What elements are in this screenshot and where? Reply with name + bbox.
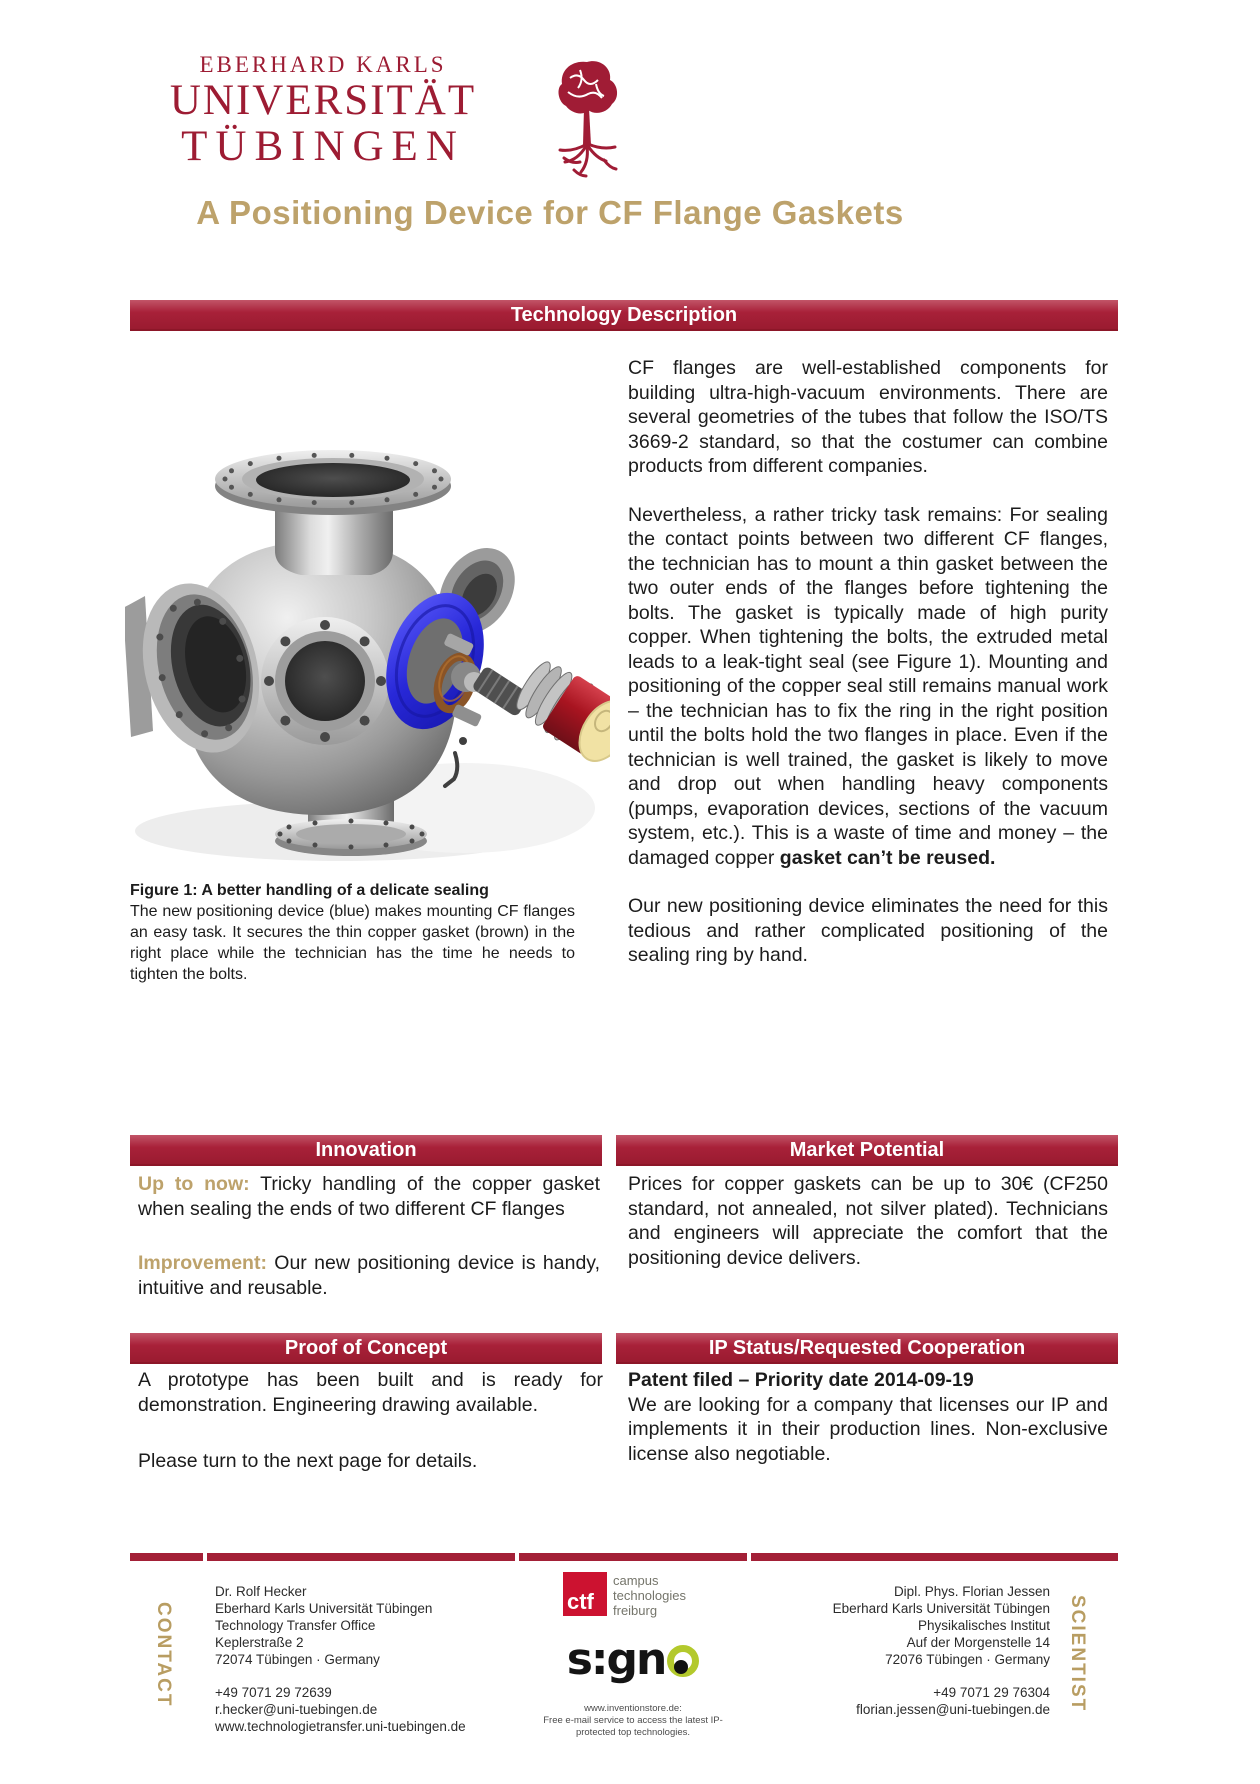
ctf-logo-text: campus technologies freiburg [613,1573,686,1618]
innovation-improvement: Improvement: Our new positioning device is handy, intuitive and reusable. [138,1252,601,1299]
footer-divider-segment [130,1553,203,1561]
figure-caption-title: Figure 1: A better handling of a delicate sealing [130,882,489,899]
section-heading-ip-status: IP Status/Requested Cooperation [616,1333,1118,1364]
contact-institution: Eberhard Karls Universität Tübingen [215,1601,433,1616]
signo-o-icon [667,1645,699,1677]
section-heading-innovation: Innovation [130,1135,602,1166]
signo-wordmark: s:gn [566,1634,666,1685]
ctf-logo-icon: ctf [563,1572,607,1616]
tech-paragraph-1: CF flanges are well-established components for building ultra-high-vacuum environments. There are several geometries of the tubes that follow the ISO/TS 3669-2 standard, so that the costumer can combine products from different companies. [628,357,1108,477]
tree-logo-icon [549,58,625,188]
up-to-now-label: Up to now: [138,1173,250,1195]
invention-store-note: www.inventionstore.de: Free e-mail service to access the latest IP- protected top technologies. [508,1703,758,1739]
scientist-phone: +49 7071 29 76304 [933,1685,1050,1700]
proof-of-concept-text [138,1368,603,1506]
logo-line-eberhard-karls: EBERHARD KARLS [199,52,447,77]
scientist-institute: Physikalisches Institut [917,1618,1050,1633]
university-logo [127,52,519,170]
signo-logo [558,1634,708,1685]
tech-paragraph-2: Nevertheless, a rather tricky task remains: For sealing the contact points between two different CF flanges, the technician has to mount a thin gasket between the two outer ends of the flanges before tightening the bolts. The gasket is typically made of high purity copper. When tightening the bolts, the extruded metal leads to a leak-tight seal (see Figure 1). Mounting and positioning of the copper seal still remains manual work – the technician has to fix the ring in the right position until the bolts hold the two flanges in place. Even if the technician is well trained, the gasket is likely to move and drop out when handling heavy components (pumps, evaporation devices, sections of the vacuum system, etc.). This is a waste of time and money – the damaged copper gasket can’t be reused. [628,503,1108,869]
innovation-up-to-now: Up to now: Tricky handling of the copper gasket when sealing the ends of two different CF flanges [138,1173,600,1220]
contact-phone: +49 7071 29 72639 [215,1685,332,1700]
tech-paragraph-3: Our new positioning device eliminates the need for this tedious and rather complicated positioning of the sealing ring by hand. [628,895,1108,966]
contact-office: Technology Transfer Office [215,1618,376,1633]
scientist-street: Auf der Morgenstelle 14 [906,1635,1050,1650]
contact-street: Keplerstraße 2 [215,1635,304,1650]
ctf-logo [563,1572,686,1618]
contact-block [215,1583,515,1735]
logo-line-universitaet: UNIVERSITÄT [169,77,477,124]
footer-divider-segment [751,1553,1118,1561]
section-heading-technology-description: Technology Description [130,300,1118,331]
footer-divider-segment [519,1553,747,1561]
figure-vacuum-chamber [125,383,610,875]
section-heading-proof-of-concept: Proof of Concept [130,1333,602,1364]
ip-status-text [628,1368,1108,1466]
invention-store-url[interactable]: www.inventionstore.de: [584,1703,682,1714]
market-potential-text: Prices for copper gaskets can be up to 30€ (CF250 standard, not annealed, not silver plated). Technicians and engineers will appreciate the comfort that the positioning device delivers. [628,1173,1108,1269]
scientist-name: Dipl. Phys. Florian Jessen [893,1584,1050,1599]
scientist-block [750,1583,1050,1718]
tech-paragraph-2-bold: gasket can’t be reused. [779,846,996,869]
contact-vertical-label: CONTACT [153,1602,174,1708]
poc-paragraph-2: Please turn to the next page for details. [138,1450,478,1472]
footer-divider-segment [207,1553,515,1561]
contact-city: 72074 Tübingen · Germany [215,1652,380,1667]
ip-cooperation-text: We are looking for a company that licenses our IP and implements it in their production lines. Non-exclusive license also negotiable. [628,1393,1108,1465]
figure-caption [130,880,575,985]
technology-description-text [628,356,1108,992]
poc-paragraph-1: A prototype has been built and is ready for demonstration. Engineering drawing available. [138,1369,603,1416]
contact-website-link[interactable]: www.technologietransfer.uni-tuebingen.de [215,1719,466,1734]
innovation-text [138,1172,600,1330]
scientist-email-link[interactable]: florian.jessen@uni-tuebingen.de [856,1702,1050,1717]
figure-caption-text: The new positioning device (blue) makes mounting CF flanges an easy task. It secures the thin copper gasket (brown) in the right place while the technician has the time he needs to tighten the bolts. [130,903,575,983]
scientist-vertical-label: SCIENTIST [1067,1595,1088,1713]
logo-line-tuebingen: TÜBINGEN [181,123,465,170]
ip-patent-line: Patent filed – Priority date 2014-09-19 [628,1369,974,1391]
improvement-label: Improvement: [138,1252,267,1274]
contact-email-link[interactable]: r.hecker@uni-tuebingen.de [215,1702,378,1717]
contact-name: Dr. Rolf Hecker [215,1584,307,1599]
scientist-city: 72076 Tübingen · Germany [885,1652,1050,1667]
page-title: A Positioning Device for CF Flange Gaskets [196,194,904,231]
section-heading-market-potential: Market Potential [616,1135,1118,1166]
scientist-institution: Eberhard Karls Universität Tübingen [832,1601,1050,1616]
